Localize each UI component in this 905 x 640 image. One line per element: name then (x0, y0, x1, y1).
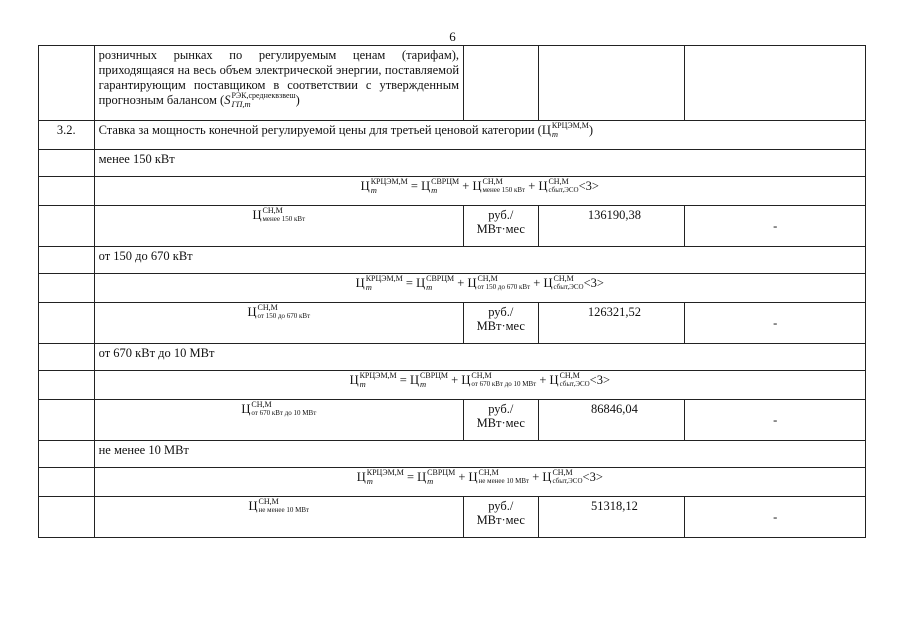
formula-plus: + (455, 470, 469, 484)
formula-total-indices (371, 178, 408, 194)
formula-network-base: Ц (472, 179, 482, 193)
formula-svrcm-sub: m (427, 476, 434, 487)
formula-sales-sup: СН,М (548, 177, 569, 187)
formula-total-sup: КРЦЭМ,М (365, 274, 403, 284)
category-row (39, 247, 866, 274)
empty-dash: - (685, 303, 866, 344)
empty-cell (685, 46, 866, 121)
unit-line-1: руб./ (488, 499, 514, 513)
rate-symbol-expr (249, 499, 310, 513)
formula-svrcm-base: Ц (416, 276, 426, 290)
formula-svrcm-indices (431, 178, 459, 194)
rate-symbol-expr-sup: СН,М (262, 206, 283, 216)
rate-symbol-expr-base: Ц (247, 305, 257, 319)
formula-total-indices (367, 469, 404, 485)
value-row (39, 206, 866, 247)
rate-symbol (94, 206, 463, 247)
formula-network-base: Ц (468, 470, 478, 484)
formula-equals: = (402, 276, 417, 290)
formula-sales (543, 276, 583, 290)
formula-total (349, 371, 397, 390)
formula-network-indices (479, 469, 530, 485)
formula-total (355, 274, 403, 293)
formula-total-sub: m (370, 185, 377, 196)
rate-value: 86846,04 (538, 400, 685, 441)
section-title-sup: КРЦЭМ,М (551, 121, 589, 131)
formula-network (469, 470, 530, 484)
formula-svrcm-base: Ц (417, 470, 427, 484)
formula-total-indices (360, 372, 397, 388)
empty-number-cell (39, 247, 95, 274)
unit-line-2: МВт·мес (476, 416, 525, 430)
formula-sales-sup: СН,М (553, 274, 574, 284)
formula-svrcm (417, 468, 456, 487)
formula-svrcm-sub: m (420, 379, 427, 390)
rate-symbol-expr-indices (263, 207, 306, 223)
unit-cell (464, 497, 539, 538)
rate-value: 51318,12 (538, 497, 685, 538)
empty-number-cell (39, 206, 95, 247)
formula-equals: = (407, 179, 422, 193)
continued-description (94, 46, 463, 121)
formula-network-sub: менее 150 кВт (482, 186, 526, 195)
formula-total-sub: m (365, 282, 372, 293)
formula-total-sup: КРЦЭМ,М (366, 468, 404, 478)
section-title (94, 121, 865, 150)
rate-value: 126321,52 (538, 303, 685, 344)
unit-cell (464, 303, 539, 344)
formula-svrcm (416, 274, 455, 293)
formula-total-base: Ц (360, 179, 370, 193)
unit-cell (464, 400, 539, 441)
formula-plus: + (530, 276, 544, 290)
rate-symbol (94, 303, 463, 344)
unit-line-2: МВт·мес (476, 319, 525, 333)
symbol-s: S (224, 93, 231, 107)
formula-total-base: Ц (349, 373, 359, 387)
formula-total-indices (366, 275, 403, 291)
category-label: менее 150 кВт (94, 150, 865, 177)
formula (94, 468, 865, 497)
formula-total-sup: КРЦЭМ,М (370, 177, 408, 187)
formula-plus: + (459, 179, 473, 193)
formula-total-sub: m (366, 476, 373, 487)
formula-network-indices (482, 178, 525, 194)
formula-sales-base: Ц (542, 470, 552, 484)
empty-cell (464, 46, 539, 121)
section-title-symbol: Ц (541, 123, 551, 137)
rate-symbol-expr-indices (251, 401, 316, 417)
formula-reference: <3> (583, 276, 604, 290)
formula-plus: + (529, 470, 543, 484)
empty-number-cell (39, 441, 95, 468)
formula-network-base: Ц (461, 373, 471, 387)
formula-plus: + (536, 373, 550, 387)
formula-sales-sub: сбыт,ЭСО (548, 186, 579, 195)
empty-number-cell (39, 371, 95, 400)
empty-number-cell (39, 468, 95, 497)
rate-symbol-expr-sub: от 150 до 670 кВт (257, 312, 311, 321)
section-title-indices (552, 122, 589, 138)
formula-sales (538, 179, 578, 193)
section-title-close: ) (588, 123, 594, 137)
formula-network-sub: не менее 10 МВт (478, 477, 530, 486)
rate-symbol-expr-sup: СН,М (257, 303, 278, 313)
category-row (39, 344, 866, 371)
formula-svrcm-indices (426, 275, 454, 291)
formula-svrcm-sub: m (426, 282, 433, 293)
formula-svrcm-sup: СВРЦМ (431, 177, 460, 187)
formula-network-base: Ц (467, 276, 477, 290)
formula-reference: <3> (578, 179, 599, 193)
formula-sales-indices (560, 372, 590, 388)
formula-reference: <3> (582, 470, 603, 484)
value-row (39, 303, 866, 344)
formula-svrcm (409, 371, 449, 390)
formula-sales-base: Ц (549, 373, 559, 387)
formula-svrcm-base: Ц (409, 373, 420, 387)
rate-symbol-expr-sub: от 670 кВт до 10 МВт (251, 409, 317, 418)
empty-number-cell (39, 150, 95, 177)
empty-number-cell (39, 303, 95, 344)
category-label: от 150 до 670 кВт (94, 247, 865, 274)
formula-sales-sup: СН,М (559, 371, 580, 381)
formula-network (472, 179, 525, 193)
continued-close: ) (295, 93, 300, 107)
formula-total-sup: КРЦЭМ,М (359, 371, 397, 381)
empty-dash: - (685, 497, 866, 538)
formula-svrcm-indices (427, 469, 455, 485)
unit-line-1: руб./ (488, 402, 514, 416)
value-row (39, 497, 866, 538)
formula-sales-sup: СН,М (552, 468, 573, 478)
empty-number-cell (39, 400, 95, 441)
rate-symbol-expr-base: Ц (248, 499, 258, 513)
section-title-text: Ставка за мощность конечной регулируемой цены для третьей ценовой категории ( (98, 123, 542, 137)
formula-network-indices (477, 275, 530, 291)
rate-symbol-expr-base: Ц (241, 402, 251, 416)
empty-dash: - (685, 400, 866, 441)
formula-sales-base: Ц (543, 276, 553, 290)
formula-sales-sub: сбыт,ЭСО (552, 477, 583, 486)
rate-symbol-expr-indices (259, 498, 310, 514)
formula-svrcm-base: Ц (421, 179, 431, 193)
rate-symbol-expr-indices (257, 304, 310, 320)
formula-total (360, 177, 408, 196)
formula-sales-indices (548, 178, 578, 194)
rate-value: 136190,38 (538, 206, 685, 247)
unit-line-1: руб./ (488, 305, 514, 319)
formula-sales (542, 470, 582, 484)
formula-total-base: Ц (356, 470, 366, 484)
tariff-table (38, 45, 866, 538)
symbol-s-sub: ГП,m (231, 99, 251, 110)
formula-svrcm-sup: СВРЦМ (426, 274, 455, 284)
category-label: от 670 кВт до 10 МВт (94, 344, 865, 371)
formula-total (356, 468, 404, 487)
rate-symbol-expr-sup: СН,М (251, 400, 272, 410)
rate-symbol (94, 497, 463, 538)
symbol-s-sup: РЭК,среднеквзвеш (231, 91, 296, 101)
continued-text: розничных рынках по регулируемым ценам (тарифам), приходящаяся на весь объем электрической энергии, поставляемой гарантирующим поставщиком в соответствии с утвержденным прогнозным балансом ( (98, 48, 460, 107)
formula-network-sub: от 670 кВт до 10 МВт (471, 380, 537, 389)
unit-line-2: МВт·мес (476, 513, 525, 527)
empty-number-cell (39, 177, 95, 206)
category-label: не менее 10 МВт (94, 441, 865, 468)
formula-network (461, 373, 536, 387)
rate-symbol-expr-sub: не менее 10 МВт (258, 506, 310, 515)
formula-total-base: Ц (355, 276, 365, 290)
formula-row (39, 177, 866, 206)
formula-network-sup: СН,М (478, 468, 499, 478)
empty-number-cell (39, 344, 95, 371)
formula-plus: + (454, 276, 468, 290)
formula-network-sup: СН,М (482, 177, 503, 187)
rate-symbol-expr-sub: менее 150 кВт (262, 215, 306, 224)
formula-network-sup: СН,М (477, 274, 498, 284)
formula-sales-indices (553, 275, 583, 291)
section-number: 3.2. (39, 121, 95, 150)
formula-sales-sub: сбыт,ЭСО (559, 380, 590, 389)
rate-symbol-expr (241, 402, 316, 416)
formula-row (39, 274, 866, 303)
unit-cell (464, 206, 539, 247)
formula (94, 274, 865, 303)
formula-svrcm-sup: СВРЦМ (420, 371, 449, 381)
rate-symbol-expr-sup: СН,М (258, 497, 279, 507)
rate-symbol-expr-base: Ц (252, 208, 262, 222)
empty-cell (538, 46, 685, 121)
formula-row (39, 468, 866, 497)
formula-row (39, 371, 866, 400)
rate-symbol (94, 400, 463, 441)
formula-plus: + (525, 179, 539, 193)
formula-svrcm-sub: m (431, 185, 438, 196)
formula-svrcm (421, 177, 460, 196)
formula-equals: = (403, 470, 418, 484)
section-title-sub: m (551, 129, 558, 140)
formula-network (467, 276, 530, 290)
unit-line-1: руб./ (488, 208, 514, 222)
formula-sales-base: Ц (538, 179, 548, 193)
formula-network-sub: от 150 до 670 кВт (477, 283, 531, 292)
category-row (39, 150, 866, 177)
formula-equals: = (396, 373, 410, 387)
category-row (39, 441, 866, 468)
formula-svrcm-sup: СВРЦМ (427, 468, 456, 478)
formula-sales-indices (552, 469, 582, 485)
formula-reference: <3> (589, 373, 611, 387)
empty-number-cell (39, 46, 95, 121)
formula-network-sup: СН,М (471, 371, 492, 381)
section-header-row (39, 121, 866, 150)
formula-sales-sub: сбыт,ЭСО (553, 283, 584, 292)
symbol-s-indices (231, 92, 295, 108)
value-row (39, 400, 866, 441)
empty-dash: - (685, 206, 866, 247)
formula-sales (550, 373, 590, 387)
formula-plus: + (448, 373, 462, 387)
rate-symbol-expr (247, 305, 310, 319)
unit-line-2: МВт·мес (476, 222, 525, 236)
empty-number-cell (39, 274, 95, 303)
formula-total-sub: m (359, 379, 366, 390)
empty-number-cell (39, 497, 95, 538)
formula (94, 371, 865, 400)
rate-symbol-expr (252, 208, 305, 222)
formula-network-indices (471, 372, 536, 388)
formula-svrcm-indices (420, 372, 448, 388)
page-number: 6 (449, 29, 456, 44)
continued-row (39, 46, 866, 121)
formula (94, 177, 865, 206)
